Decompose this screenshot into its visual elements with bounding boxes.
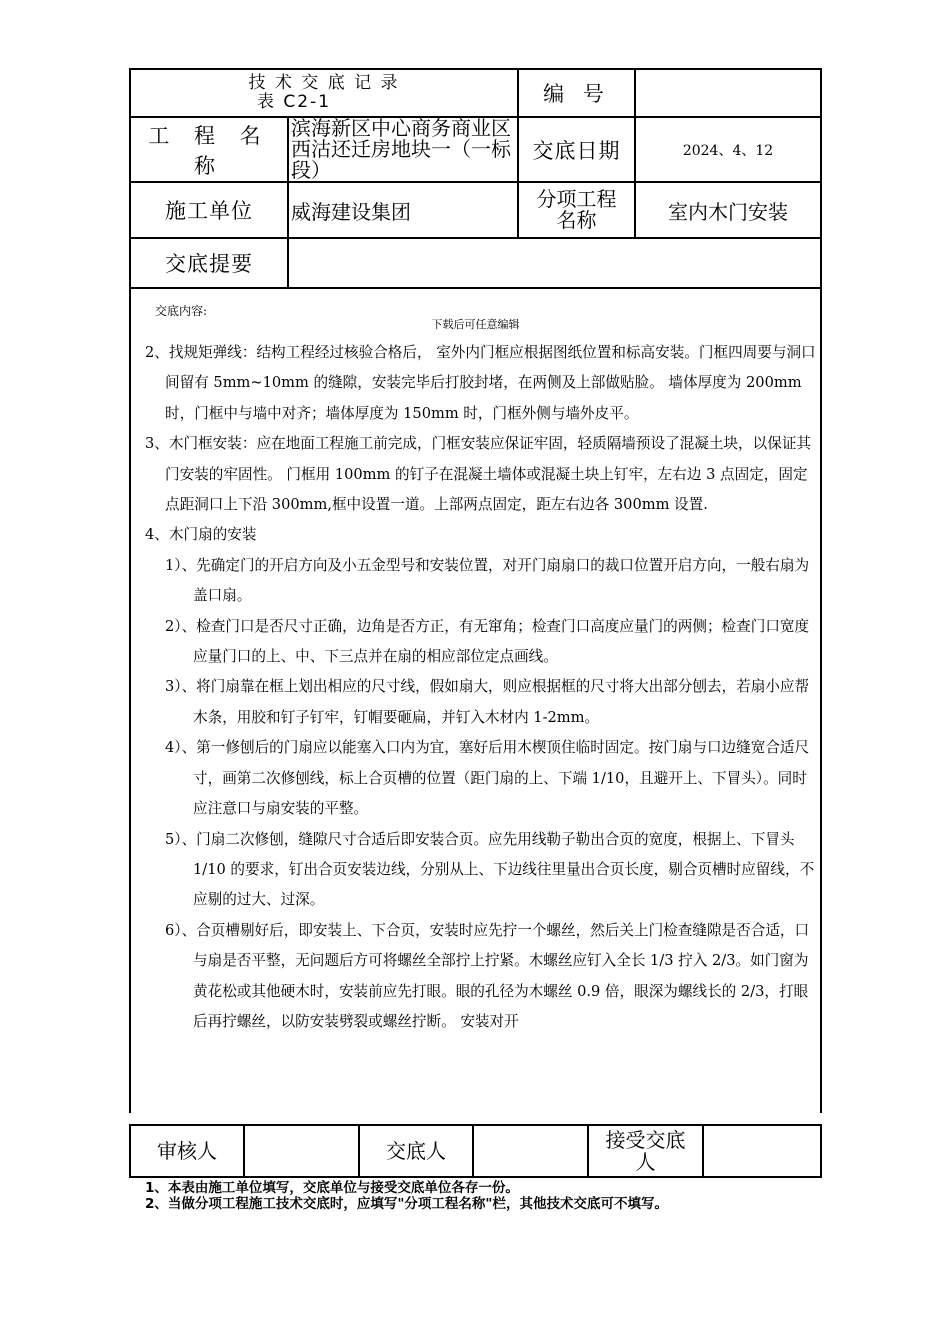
reviewer-label: 审核人 [130, 1125, 244, 1177]
signoff-table [129, 1124, 822, 1178]
substep-3: 3）、将门扇靠在框上划出相应的尺寸线，假如扇大，则应根据框的尺寸将大出部分刨去，若扇小应帮木条，用胶和钉子钉牢，钉帽要砸扁，并钉入木材内 1-2mm。 [165, 678, 810, 726]
project-name-label: 工 程 名 称 [130, 117, 288, 182]
contractor-field[interactable]: 威海建设集团 [288, 182, 518, 238]
footnote-2: 2、当做分项工程施工技术交底时，应填写"分项工程名称"栏，其他技术交底可不填写。 [145, 1196, 668, 1212]
header-table [129, 68, 822, 289]
content-text [145, 338, 819, 1037]
handover-date-label: 交底日期 [518, 117, 635, 182]
footnote-1: 1、本表由施工单位填写，交底单位与接受交底单位各存一份。 [145, 1180, 519, 1196]
step-3-paragraph: 3、木门框安装：应在地面工程施工前完成，门框安装应保证牢固，轻质隔墙预设了混凝土块，以保证其门安装的牢固性。 门框用 100mm 的钉子在混凝土墙体或混凝土块上钉牢，左右边 3 点固定，固定点距洞口上下沿 300mm,框中设置一道。上部两点固定，距左右边各 300mm 设置. [145, 435, 812, 514]
receiver-field[interactable] [703, 1125, 821, 1177]
substep-6: 6）、合页槽剔好后，即安装上、下合页，安装时应先拧一个螺丝，然后关上门检查缝隙是否合适，口与扇是否平整，无问题后方可将螺丝全部拧上拧紧。木螺丝应钉入全长 1/3 拧入 2/3。如门窗为黄花松或其他硬木时，安装前应先打眼。眼的孔径为木螺丝 0.9 倍，眼深为螺线长的 2/3，打眼后再拧螺丝，以防安装劈裂或螺丝拧断。 安装对开 [165, 921, 810, 1030]
form-title-cell [130, 69, 518, 117]
substep-5: 5）、门扇二次修刨，缝隙尺寸合适后即安装合页。应先用线勒子勒出合页的宽度，根据上、下冒头 1/10 的要求，钉出合页安装边线，分别从上、下边线往里量出合页长度，剔合页槽时应留线，不应剔的过大、过深。 [165, 830, 815, 909]
footnotes [145, 1180, 668, 1212]
number-field[interactable] [635, 69, 821, 117]
discloser-field[interactable] [473, 1125, 588, 1177]
reviewer-field[interactable] [244, 1125, 359, 1177]
receiver-label: 接受交底人 [588, 1125, 703, 1177]
summary-field[interactable] [288, 238, 821, 288]
substep-4: 4）、第一修刨后的门扇应以能塞入口内为宜，塞好后用木楔顶住临时固定。按门扇与口边缝宽合适尺寸，画第二次修刨线，标上合页槽的位置（距门扇的上、下端 1/10，且避开上、下冒头）。同时应注意口与扇安装的平整。 [165, 739, 810, 818]
download-note: 下载后可任意编辑 [431, 318, 520, 331]
handover-date-field[interactable]: 2024、4、12 [635, 117, 821, 182]
subproject-field[interactable]: 室内木门安装 [635, 182, 821, 238]
substep-2: 2）、检查门口是否尺寸正确，边角是否方正，有无窜角；检查门口高度应量门的两侧；检查门口宽度应量门口的上、中、下三点并在扇的相应部位定点画线。 [165, 617, 810, 666]
content-label: 交底内容: [155, 304, 208, 318]
number-label: 编 号 [518, 69, 635, 117]
form-title: 技 术 交 底 记 录 [248, 73, 400, 93]
content-box [129, 286, 822, 1113]
subproject-label: 分项工程名称 [518, 182, 635, 238]
discloser-label: 交底人 [359, 1125, 473, 1177]
summary-label: 交底提要 [130, 238, 288, 288]
project-name-field[interactable]: 滨海新区中心商务商业区西沽还迁房地块一（一标段） [288, 117, 518, 182]
substep-1: 1）、先确定门的开启方向及小五金型号和安装位置，对开门扇扇口的裁口位置开启方向，一般右扇为盖口扇。 [165, 556, 810, 605]
contractor-label: 施工单位 [130, 182, 288, 238]
form-code: 表 C2-1 [256, 92, 332, 112]
step-2-paragraph: 2、找规矩弹线：结构工程经过核验合格后， 室外内门框应根据图纸位置和标高安装。门框四周要与洞口间留有 5mm~10mm 的缝隙，安装完毕后打胶封堵，在两侧及上部做贴脸。 墙体厚度为 200mm 时，门框中与墙中对齐；墙体厚度为 150mm 时，门框外侧与墙外皮平。 [145, 344, 816, 422]
step-4-heading: 4、木门扇的安装 [145, 526, 257, 544]
